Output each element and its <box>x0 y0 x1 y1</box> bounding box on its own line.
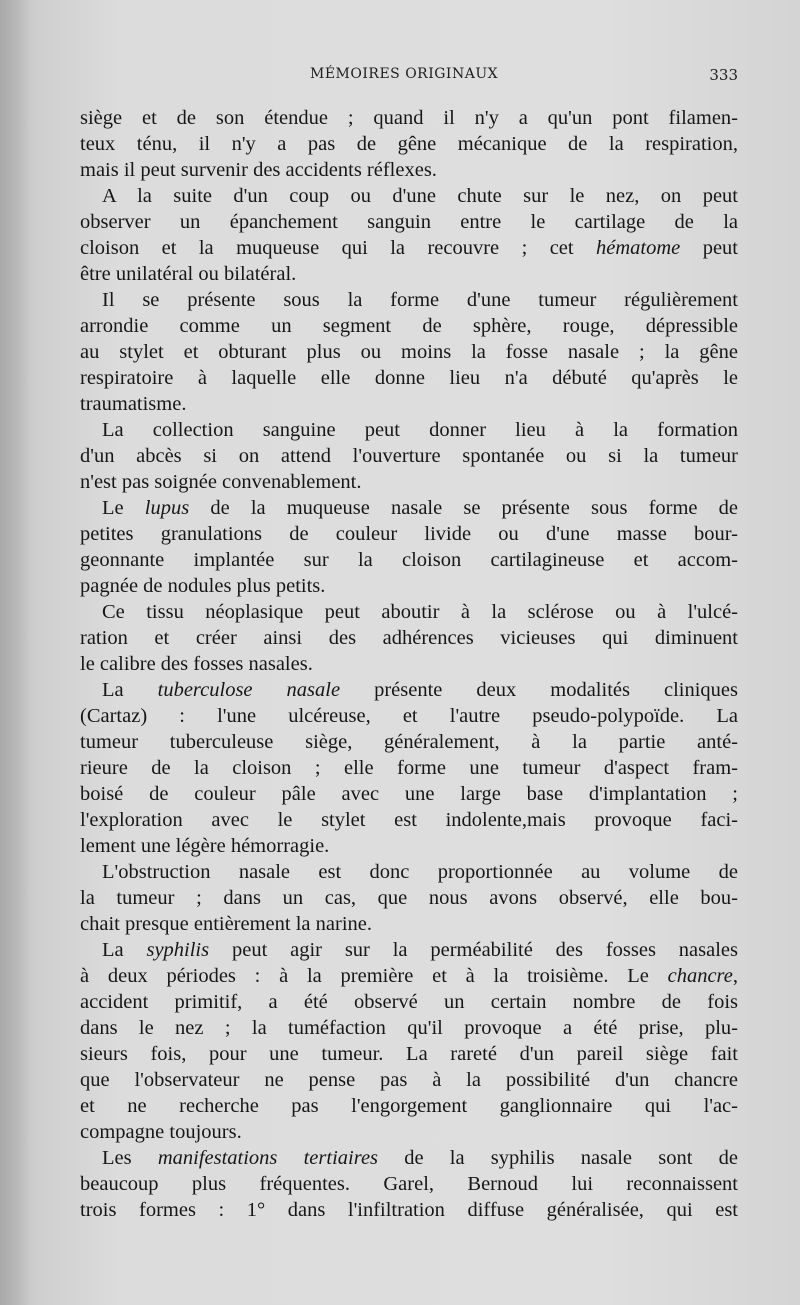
text-line: arrondie comme un segment de sphère, rouge, dépressible <box>80 315 738 337</box>
body-text <box>80 105 738 1223</box>
page-gutter-shadow <box>0 0 30 1305</box>
text-line: siège et de son étendue ; quand il n'y a qu'un pont filamen- <box>80 107 738 129</box>
text-line: La syphilis peut agir sur la perméabilité des fosses nasales <box>102 939 738 961</box>
text-line: petites granulations de couleur livide ou d'une masse bour- <box>80 523 738 545</box>
text-line: beaucoup plus fréquentes. Garel, Bernoud lui reconnaissent <box>80 1173 738 1195</box>
page-number: 333 <box>709 66 738 84</box>
italic-term: manifestations tertiaires <box>157 1147 379 1169</box>
text-line: n'est pas soignée convenablement. <box>80 471 362 493</box>
text-line: Les manifestations tertiaires de la syphilis nasale sont de <box>102 1147 738 1169</box>
italic-term: lupus <box>144 497 190 519</box>
text-line: boisé de couleur pâle avec une large base d'implantation ; <box>80 783 738 805</box>
italic-term: hématome <box>596 237 681 259</box>
text-line: Le lupus de la muqueuse nasale se présente sous forme de <box>102 497 738 519</box>
text-line: et ne recherche pas l'engorgement ganglionnaire qui l'ac- <box>80 1095 738 1117</box>
text-line: rieure de la cloison ; elle forme une tumeur d'aspect fram- <box>80 757 738 779</box>
italic-term: tuberculose nasale <box>157 679 341 701</box>
text-line: mais il peut survenir des accidents réflexes. <box>80 159 437 181</box>
text-line: accident primitif, a été observé un certain nombre de fois <box>80 991 738 1013</box>
text-line: ration et créer ainsi des adhérences vicieuses qui diminuent <box>80 627 738 649</box>
text-line: que l'observateur ne pense pas à la possibilité d'un chancre <box>80 1069 738 1091</box>
text-line: teux ténu, il n'y a pas de gêne mécanique de la respiration, <box>80 133 738 155</box>
text-line: L'obstruction nasale est donc proportionnée au volume de <box>102 861 738 883</box>
text-line: le calibre des fosses nasales. <box>80 653 313 675</box>
text-line: La tuberculose nasale présente deux modalités cliniques <box>102 679 738 701</box>
text-line: observer un épanchement sanguin entre le cartilage de la <box>80 211 738 233</box>
text-line: au stylet et obturant plus ou moins la fosse nasale ; la gêne <box>80 341 738 363</box>
text-line: Ce tissu néoplasique peut aboutir à la sclérose ou à l'ulcé- <box>102 601 738 623</box>
text-line: à deux périodes : à la première et à la troisième. Le chancre, <box>80 965 738 987</box>
text-line: (Cartaz) : l'une ulcéreuse, et l'autre pseudo-polypoïde. La <box>80 705 738 727</box>
text-line: cloison et la muqueuse qui la recouvre ; cet hématome peut <box>80 237 738 259</box>
text-line: la tumeur ; dans un cas, que nous avons observé, elle bou- <box>80 887 738 909</box>
text-line: chait presque entièrement la narine. <box>80 913 372 935</box>
italic-term: syphilis <box>146 939 210 961</box>
text-line: geonnante implantée sur la cloison cartilagineuse et accom- <box>80 549 738 571</box>
text-line: d'un abcès si on attend l'ouverture spontanée ou si la tumeur <box>80 445 738 467</box>
text-line: respiratoire à laquelle elle donne lieu n'a débuté qu'après le <box>80 367 738 389</box>
text-line: trois formes : 1° dans l'infiltration diffuse généralisée, qui est <box>80 1199 738 1221</box>
text-line: A la suite d'un coup ou d'une chute sur le nez, on peut <box>102 185 738 207</box>
text-line: dans le nez ; la tuméfaction qu'il provoque a été prise, plu- <box>80 1017 738 1039</box>
running-title: MÉMOIRES ORIGINAUX <box>310 66 499 82</box>
text-line: lement une légère hémorragie. <box>80 835 330 857</box>
running-header <box>80 62 740 88</box>
text-line: traumatisme. <box>80 393 187 415</box>
italic-term: chancre <box>667 965 733 987</box>
text-line: compagne toujours. <box>80 1121 242 1143</box>
text-line: pagnée de nodules plus petits. <box>80 575 326 597</box>
text-line: La collection sanguine peut donner lieu à la formation <box>102 419 738 441</box>
text-line: l'exploration avec le stylet est indolente,mais provoque faci- <box>80 809 738 831</box>
text-line: être unilatéral ou bilatéral. <box>80 263 297 285</box>
text-line: tumeur tuberculeuse siège, généralement, à la partie anté- <box>80 731 738 753</box>
text-line: sieurs fois, pour une tumeur. La rareté d'un pareil siège fait <box>80 1043 738 1065</box>
text-line: Il se présente sous la forme d'une tumeur régulièrement <box>102 289 738 311</box>
